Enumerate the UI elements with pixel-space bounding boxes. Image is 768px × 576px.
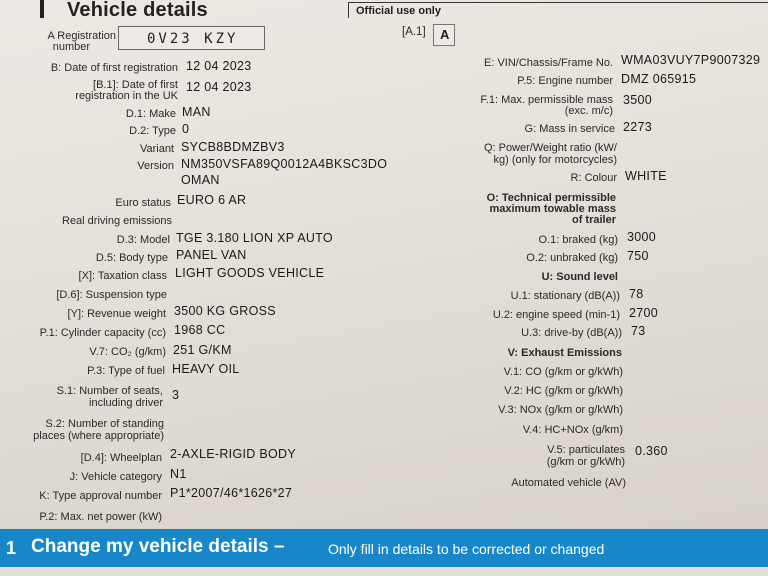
section-subtitle: Only fill in details to be corrected or changed [328, 541, 605, 557]
u1-value: 78 [629, 287, 644, 301]
p3-value: HEAVY OIL [172, 362, 240, 376]
a1-label: [A.1] [402, 26, 426, 38]
page-edge [0, 567, 768, 576]
s1-label-1: S.1: Number of seats, [56, 385, 163, 397]
reg-label-2: number [52, 41, 90, 53]
page-title: Vehicle details [67, 0, 208, 21]
k-label: K: Type approval number [39, 490, 162, 502]
v4-label: V.4: HC+NOx (g/km) [522, 424, 623, 436]
d1-value: MAN [182, 105, 211, 119]
d4-label: [D.4]: Wheelplan [80, 452, 162, 464]
rde-label: Real driving emissions [62, 215, 173, 227]
v-label: V: Exhaust Emissions [507, 347, 622, 359]
f1-value: 3500 [623, 93, 653, 107]
v7-label: V.7: CO₂ (g/km) [89, 346, 166, 358]
s1-value: 3 [172, 388, 180, 402]
p1-label: P.1: Cylinder capacity (cc) [39, 327, 166, 339]
x-value: LIGHT GOODS VEHICLE [175, 266, 325, 280]
d1-label: D.1: Make [125, 108, 176, 120]
e-label: E: VIN/Chassis/Frame No. [484, 57, 613, 69]
v7-value: 251 G/KM [173, 343, 232, 357]
d3-value: TGE 3.180 LION XP AUTO [176, 231, 333, 245]
v5-label-2: (g/km or g/kWh) [546, 456, 625, 468]
u1-label: U.1: stationary (dB(A)) [510, 290, 620, 302]
b-label: B: Date of first registration [50, 62, 178, 74]
p2-label: P.2: Max. net power (kW) [39, 511, 162, 523]
r-label: R: Colour [570, 172, 617, 184]
euro-value: EURO 6 AR [177, 193, 247, 207]
d5-value: PANEL VAN [176, 248, 247, 262]
u3-label: U.3: drive-by (dB(A)) [521, 327, 622, 339]
euro-label: Euro status [115, 197, 171, 209]
q-label-1: Q: Power/Weight ratio (kW/ [483, 142, 617, 154]
d3-label: D.3: Model [116, 234, 170, 246]
b1-value: 12 04 2023 [186, 80, 252, 94]
version-value-2: OMAN [181, 173, 220, 187]
p3-label: P.3: Type of fuel [87, 365, 165, 377]
av-label: Automated vehicle (AV) [511, 477, 626, 489]
section-title: Change my vehicle details – [31, 536, 285, 557]
variant-label: Variant [139, 143, 174, 155]
o1-value: 3000 [627, 230, 657, 244]
registration-value: 0V23 KZY [147, 31, 239, 47]
y-label: [Y]: Revenue weight [67, 308, 166, 320]
v2-label: V.2: HC (g/km or g/kWh) [504, 385, 623, 397]
d5-label: D.5: Body type [95, 252, 168, 264]
u2-value: 2700 [629, 306, 659, 320]
e-value: WMA03VUY7P9007329 [621, 53, 761, 67]
q-label-2: kg) (only for motorcycles) [493, 154, 617, 166]
s2-label-2: places (where appropriate) [33, 430, 164, 442]
d4-value: 2-AXLE-RIGID BODY [170, 447, 296, 461]
x-label: [X]: Taxation class [78, 270, 167, 282]
v5-label-1: V.5: particulates [547, 444, 625, 456]
k-value: P1*2007/46*1626*27 [170, 486, 293, 500]
section-number: 1 [6, 538, 17, 558]
o-label-1: O: Technical permissible [486, 192, 616, 204]
section-marker [40, 0, 44, 18]
s2-label-1: S.2: Number of standing [45, 418, 164, 430]
u-label: U: Sound level [541, 271, 618, 283]
official-use-box: Official use only [348, 2, 768, 18]
d2-label: D.2: Type [129, 125, 176, 137]
b1-label-1: [B.1]: Date of first [93, 79, 178, 91]
d2-value: 0 [182, 122, 190, 136]
version-label: Version [137, 160, 174, 172]
p5-label: P.5: Engine number [517, 75, 613, 87]
y-value: 3500 KG GROSS [174, 304, 276, 318]
o2-value: 750 [627, 249, 649, 263]
b1-label-2: registration in the UK [75, 90, 178, 102]
d6-label: [D.6]: Suspension type [56, 289, 167, 301]
f1-label-2: (exc. m/c) [564, 105, 613, 117]
j-value: N1 [170, 467, 187, 481]
p1-value: 1968 CC [174, 323, 226, 337]
b-value: 12 04 2023 [186, 59, 252, 73]
u2-label: U.2: engine speed (min-1) [492, 309, 620, 321]
version-value-1: NM350VSFA89Q0012A4BKSC3DO [181, 157, 388, 171]
r-value: WHITE [625, 169, 667, 183]
p5-value: DMZ 065915 [621, 72, 697, 86]
o1-label: O.1: braked (kg) [538, 234, 618, 246]
variant-value: SYCB8BDMZBV3 [181, 140, 285, 154]
s1-label-2: including driver [89, 397, 163, 409]
g-label: G: Mass in service [524, 123, 615, 135]
j-label: J: Vehicle category [69, 471, 162, 483]
u3-value: 73 [631, 324, 646, 338]
g-value: 2273 [623, 120, 653, 134]
f1-label-1: F.1: Max. permissible mass [480, 94, 613, 106]
v5-value: 0.360 [635, 444, 668, 458]
v3-label: V.3: NOx (g/km or g/kWh) [498, 404, 623, 416]
reg-label-1: A Registration [47, 30, 116, 42]
v1-label: V.1: CO (g/km or g/kWh) [503, 366, 623, 378]
o-label-3: of trailer [571, 214, 616, 226]
o-label-2: maximum towable mass [489, 203, 616, 215]
o2-label: O.2: unbraked (kg) [526, 252, 618, 264]
a1-value: A [440, 27, 450, 42]
